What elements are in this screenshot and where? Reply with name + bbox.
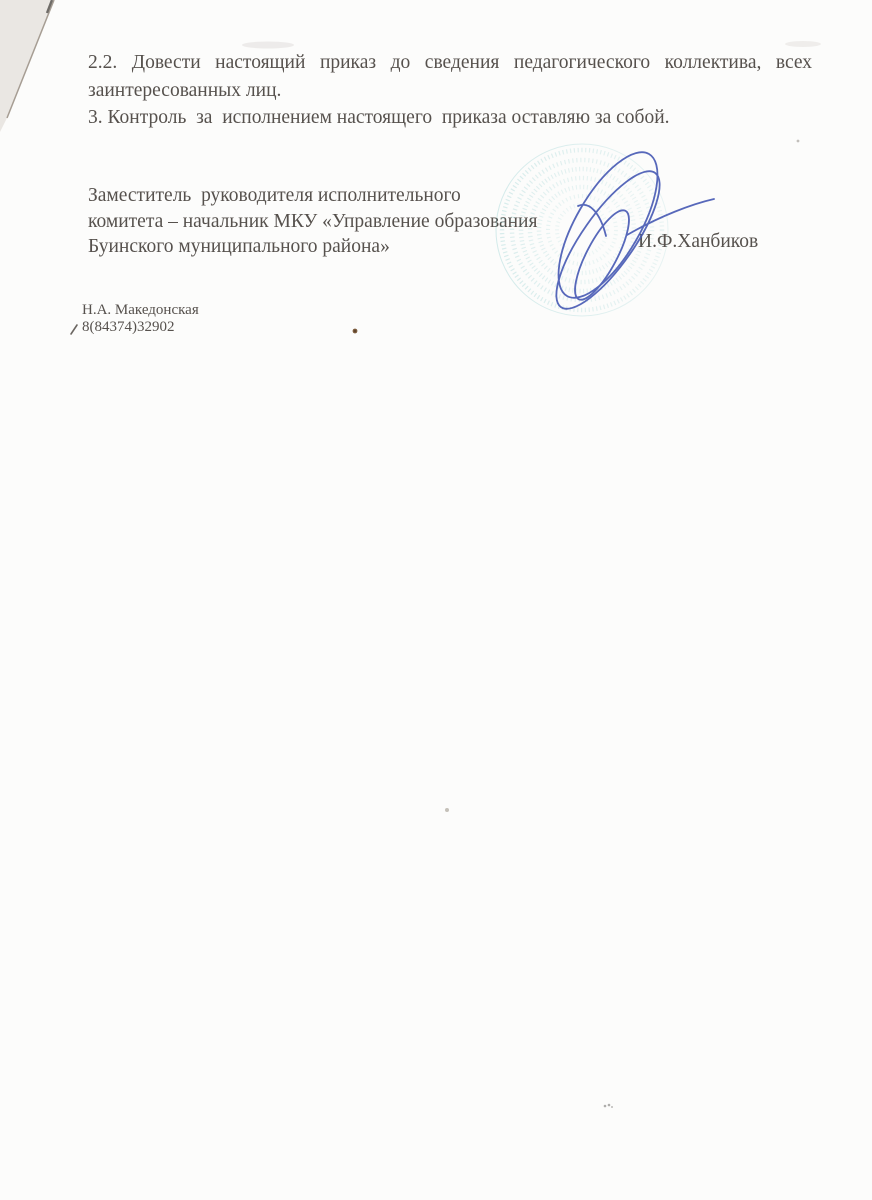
signature-inner-loop [565,204,638,306]
signer-position-line3: Буинского муниципального района» [88,236,390,257]
executor-name: Н.А. Македонская [82,302,199,318]
order-body [88,49,812,132]
signature-outer-loop [539,138,676,312]
signer-position-line2: комитета – начальник МКУ «Управление образования [88,210,538,232]
clause-2-2-line1: 2.2. Довести настоящий приказ до сведения педагогического коллектива, всех [88,52,812,73]
clause-3: 3. Контроль за исполнением настоящего приказа оставляю за собой. [88,107,670,128]
signature-hook-stroke [578,205,606,236]
clause-2-2-line2: заинтересованных лиц. [88,79,282,101]
signer-name: И.Ф.Ханбиков [638,231,759,252]
signer-position-block [88,183,537,260]
executor-contacts [82,302,199,335]
page-corner-fold [0,0,54,132]
signer-position-line1: Заместитель руководителя исполнительного [88,185,461,206]
signature-tail-stroke [627,199,714,235]
executor-phone: 8(84374)32902 [82,318,175,335]
